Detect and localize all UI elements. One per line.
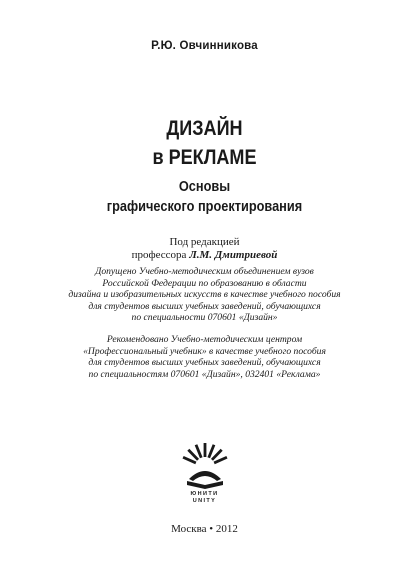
approval-line: для студентов высших учебных заведений, обучающихся [88, 300, 321, 312]
recommendation-line: Рекомендовано Учебно-методическим центром [106, 334, 303, 345]
book-subtitle-line-2: графического проектирования [106, 199, 303, 215]
publisher-name-en: UNITY [192, 498, 217, 504]
book-subtitle-line-1: Основы [178, 179, 231, 195]
approval-line: Российской Федерации по образованию в области [102, 277, 307, 289]
editor-line [0, 249, 409, 262]
book-title-line-1: ДИЗАЙН [166, 117, 243, 140]
editor-prefix: профессора [131, 249, 190, 261]
approval-line: по специальности 070601 «Дизайн» [131, 312, 278, 323]
editor-label: Под редакцией [169, 236, 240, 248]
editor-name: Л.М. Дмитриевой [189, 249, 278, 261]
publisher-name-ru: ЮНИТИ [190, 491, 219, 497]
recommendation-line: по специальностям 070601 «Дизайн», 032401 «Реклама» [88, 368, 321, 380]
imprint-city-year: Москва • 2012 [171, 523, 238, 535]
approval-statement [0, 266, 409, 324]
approval-line: дизайна и изобразительных искусств в качестве учебного пособия [68, 289, 341, 300]
book-title-line-2: в РЕКЛАМЕ [152, 146, 257, 169]
recommendation-statement [0, 334, 409, 380]
author-name: Р.Ю. Овчинникова [151, 40, 258, 52]
approval-line: Допущено Учебно-методическим объединением вузов [95, 266, 314, 277]
recommendation-line: «Профессиональный учебник» в качестве учебного пособия [83, 345, 326, 357]
recommendation-line: для студентов высших учебных заведений, обучающихся [88, 357, 321, 368]
